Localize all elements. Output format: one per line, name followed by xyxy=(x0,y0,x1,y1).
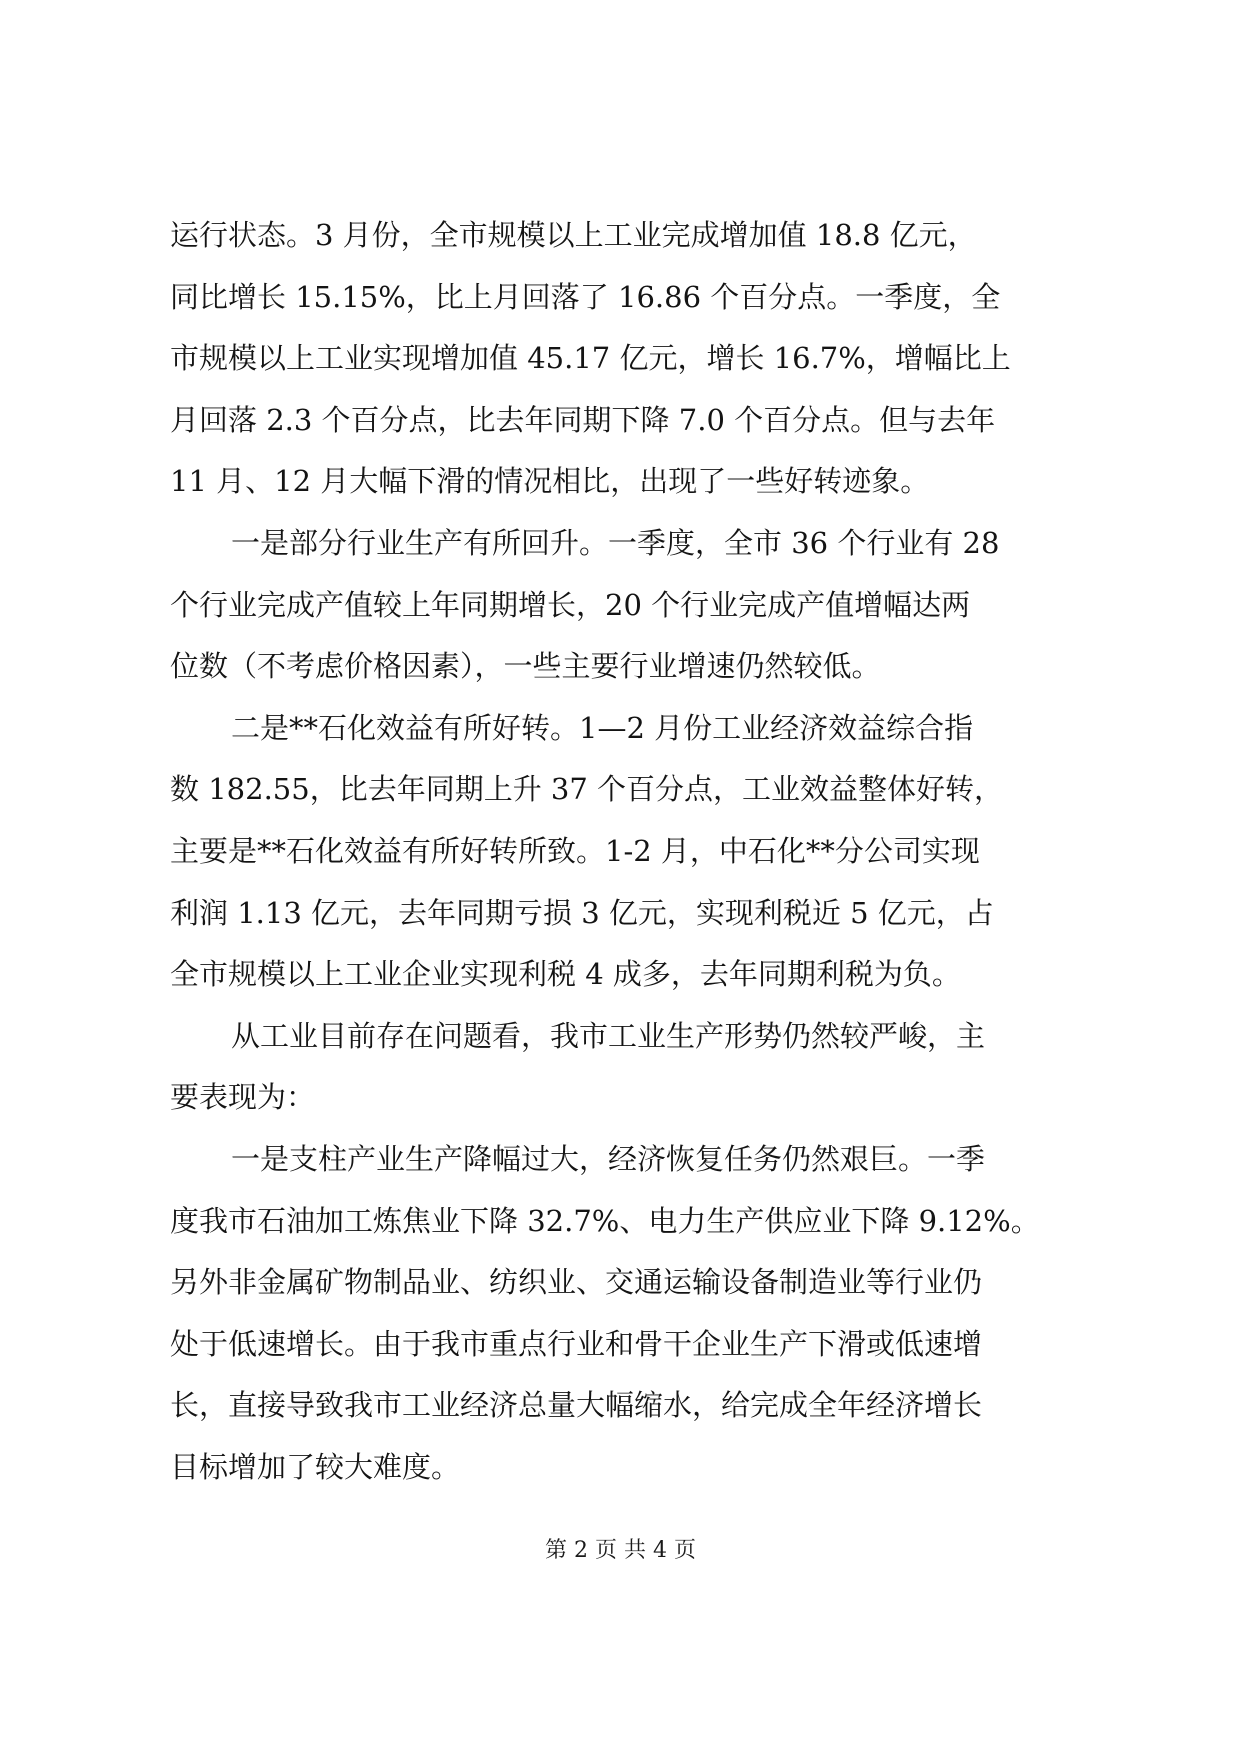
text-line: 另外非金属矿物制品业、纺织业、交通运输设备制造业等行业仍 xyxy=(170,1265,983,1300)
page-footer: 第 2 页 共 4 页 xyxy=(545,1538,696,1563)
text-line: 主要是**石化效益有所好转所致。1-2 月，中石化**分公司实现 xyxy=(170,833,980,868)
text-line: 市规模以上工业实现增加值 45.17 亿元，增长 16.7%，增幅比上 xyxy=(170,341,1011,376)
text-line: 运行状态。3 月份，全市规模以上工业完成增加值 18.8 亿元， xyxy=(170,218,977,252)
text-line: 数 182.55，比去年同期上升 37 个百分点，工业效益整体好转， xyxy=(170,772,1004,807)
paragraph-first-line: 一是支柱产业生产降幅过大，经济恢复任务仍然艰巨。一季 xyxy=(231,1141,986,1176)
text-line: 处于低速增长。由于我市重点行业和骨干企业生产下滑或低速增 xyxy=(170,1326,983,1361)
text-line: 11 月、12 月大幅下滑的情况相比，出现了一些好转迹象。 xyxy=(170,464,930,499)
text-line: 月回落 2.3 个百分点，比去年同期下降 7.0 个百分点。但与去年 xyxy=(170,402,996,437)
text-line: 同比增长 15.15%，比上月回落了 16.86 个百分点。一季度，全 xyxy=(170,279,1001,314)
text-line: 长，直接导致我市工业经济总量大幅缩水，给完成全年经济增长 xyxy=(170,1388,983,1423)
text-line: 个行业完成产值较上年同期增长，20 个行业完成产值增幅达两 xyxy=(170,587,971,622)
paragraph-first-line: 一是部分行业生产有所回升。一季度，全市 36 个行业有 28 xyxy=(231,525,1000,560)
text-line: 全市规模以上工业企业实现利税 4 成多，去年同期利税为负。 xyxy=(170,957,961,992)
text-line: 利润 1.13 亿元，去年同期亏损 3 亿元，实现利税近 5 亿元，占 xyxy=(170,895,994,930)
body-text xyxy=(170,205,1080,1498)
text-line: 度我市石油加工炼焦业下降 32.7%、电力生产供应业下降 9.12%。 xyxy=(170,1203,1040,1238)
text-line: 目标增加了较大难度。 xyxy=(170,1449,461,1484)
paragraph-first-line: 从工业目前存在问题看，我市工业生产形势仍然较严峻，主 xyxy=(231,1018,986,1053)
paragraph-first-line: 二是**石化效益有所好转。1—2 月份工业经济效益综合指 xyxy=(231,710,974,745)
text-line: 位数（不考虑价格因素），一些主要行业增速仍然较低。 xyxy=(170,649,881,684)
text-line: 要表现为： xyxy=(170,1080,316,1115)
